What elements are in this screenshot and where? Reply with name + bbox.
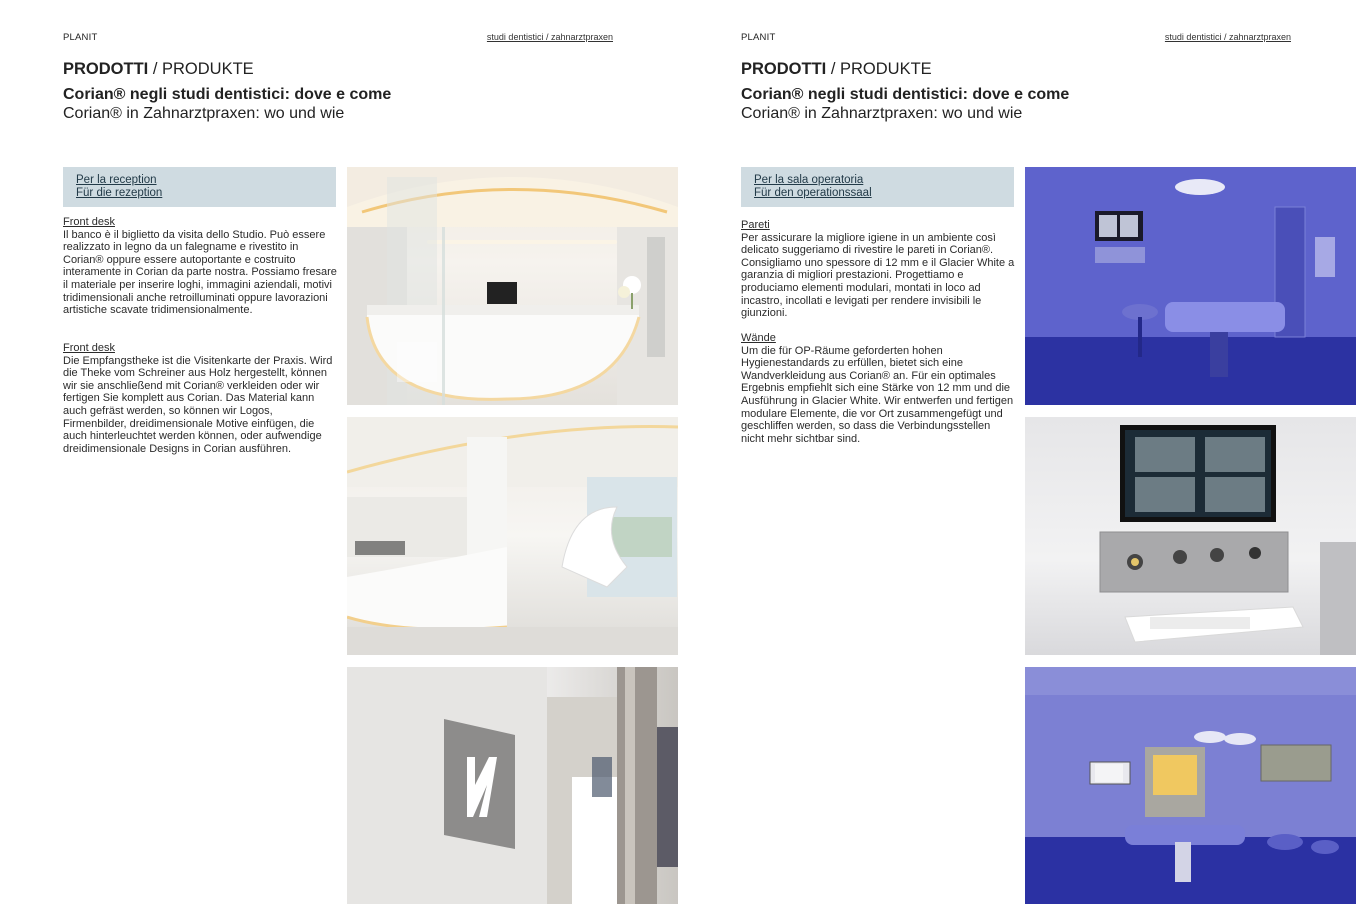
right-page [678, 0, 1356, 904]
photo-logo-wall [347, 667, 678, 904]
category-link-italian[interactable]: Per la sala operatoria [754, 174, 864, 186]
photo-monitor-wall [1025, 417, 1356, 655]
photo-reception-area [347, 417, 678, 655]
page-title-italian: Corian® negli studi dentistici: dove e come [741, 86, 1070, 103]
category-bar-operating-room [741, 167, 1014, 207]
monitor-wall-illustration [1025, 417, 1356, 655]
section-heading [741, 60, 932, 79]
topic-link[interactable]: studi dentistici / zahnarztpraxen [1164, 32, 1291, 42]
category-link-german[interactable]: Für die rezeption [76, 187, 163, 199]
page-title-italian: Corian® negli studi dentistici: dove e come [63, 86, 392, 103]
category-link-german[interactable]: Für den operationssaal [754, 187, 872, 199]
text-block-heading: Front desk [63, 216, 115, 228]
text-block-body: Um die für OP-Räume geforderten hohen Hygienestandards zu erfüllen, bietet sich eine Wandverkleidung aus Corian® an. Für ein optimales Ergebnis empfiehlt sich eine Stärke von 12 mm und die Ausführung in Glacier White. Wir entwerfen und fertigen modulare Elemente, die vor Ort zusammengefügt und geschliffen werden, so dass die Verbindungsstellen nicht mehr sichtbar sind. [741, 344, 1014, 445]
text-block-italian [63, 216, 338, 317]
page-title-german: Corian® in Zahnarztpraxen: wo und wie [741, 105, 1023, 122]
text-block-german [63, 342, 338, 455]
section-heading [63, 60, 254, 79]
brand-label: PLANIT [63, 32, 98, 43]
reception-desk-illustration [347, 167, 678, 405]
reception-area-illustration [347, 417, 678, 655]
page-title-german: Corian® in Zahnarztpraxen: wo und wie [63, 105, 345, 122]
section-heading-rest: / PRODUKTE [826, 60, 932, 78]
photo-operating-room [1025, 167, 1356, 405]
text-block-body: Per assicurare la migliore igiene in un ambiente così delicato suggeriamo di rivestire le pareti in Corian®. Consigliamo uno spessore di 12 mm e il Glacier White a garanzia di migliori prestazioni. Progettiamo e produciamo elementi modulari, montati in loco ad incastro, incollati e levigati per rendere invisibili le giunzioni. [741, 231, 1015, 320]
logo-wall-illustration [347, 667, 678, 904]
topic-link[interactable]: studi dentistici / zahnarztpraxen [486, 32, 613, 42]
text-block-heading: Pareti [741, 219, 770, 231]
section-heading-bold: PRODOTTI [741, 60, 827, 78]
text-block-heading: Front desk [63, 342, 115, 354]
text-block-heading: Wände [741, 332, 776, 344]
section-heading-rest: / PRODUKTE [148, 60, 254, 78]
category-bar-reception [63, 167, 336, 207]
text-block-body: Il banco è il biglietto da visita dello Studio. Può essere realizzato in legno da un falegname e rivestito in Corian® oppure essere autoportante e costruito interamente in Corian da parte nostra. Possiamo fresare il materiale per inserire loghi, immagini aziendali, motivi tridimensionali anche retroilluminati oppure lavorazioni artistiche scavate tridimensionalmente. [63, 228, 337, 317]
photo-operating-room-chair [1025, 667, 1356, 904]
text-block-german [741, 332, 1016, 445]
operating-room-chair-illustration [1025, 667, 1356, 904]
category-link-italian[interactable]: Per la reception [76, 174, 157, 186]
section-heading-bold: PRODOTTI [63, 60, 149, 78]
brand-label: PLANIT [741, 32, 776, 43]
photo-reception-desk [347, 167, 678, 405]
text-block-italian [741, 219, 1016, 320]
text-block-body: Die Empfangstheke ist die Visitenkarte der Praxis. Wird die Theke vom Schreiner aus Holz hergestellt, können wir sie anschließend mit Corian® verkleiden oder wir fertigen Sie komplett aus Corian. Das Material kann auch gefräst werden, so können wir Logos, Firmenbilder, dreidimensionale Motive einfügen, die auch hinterleuchtet werden können, oder aufwendige dreidimensionale Designs in Corian ausführen. [63, 354, 333, 455]
operating-room-illustration [1025, 167, 1356, 405]
